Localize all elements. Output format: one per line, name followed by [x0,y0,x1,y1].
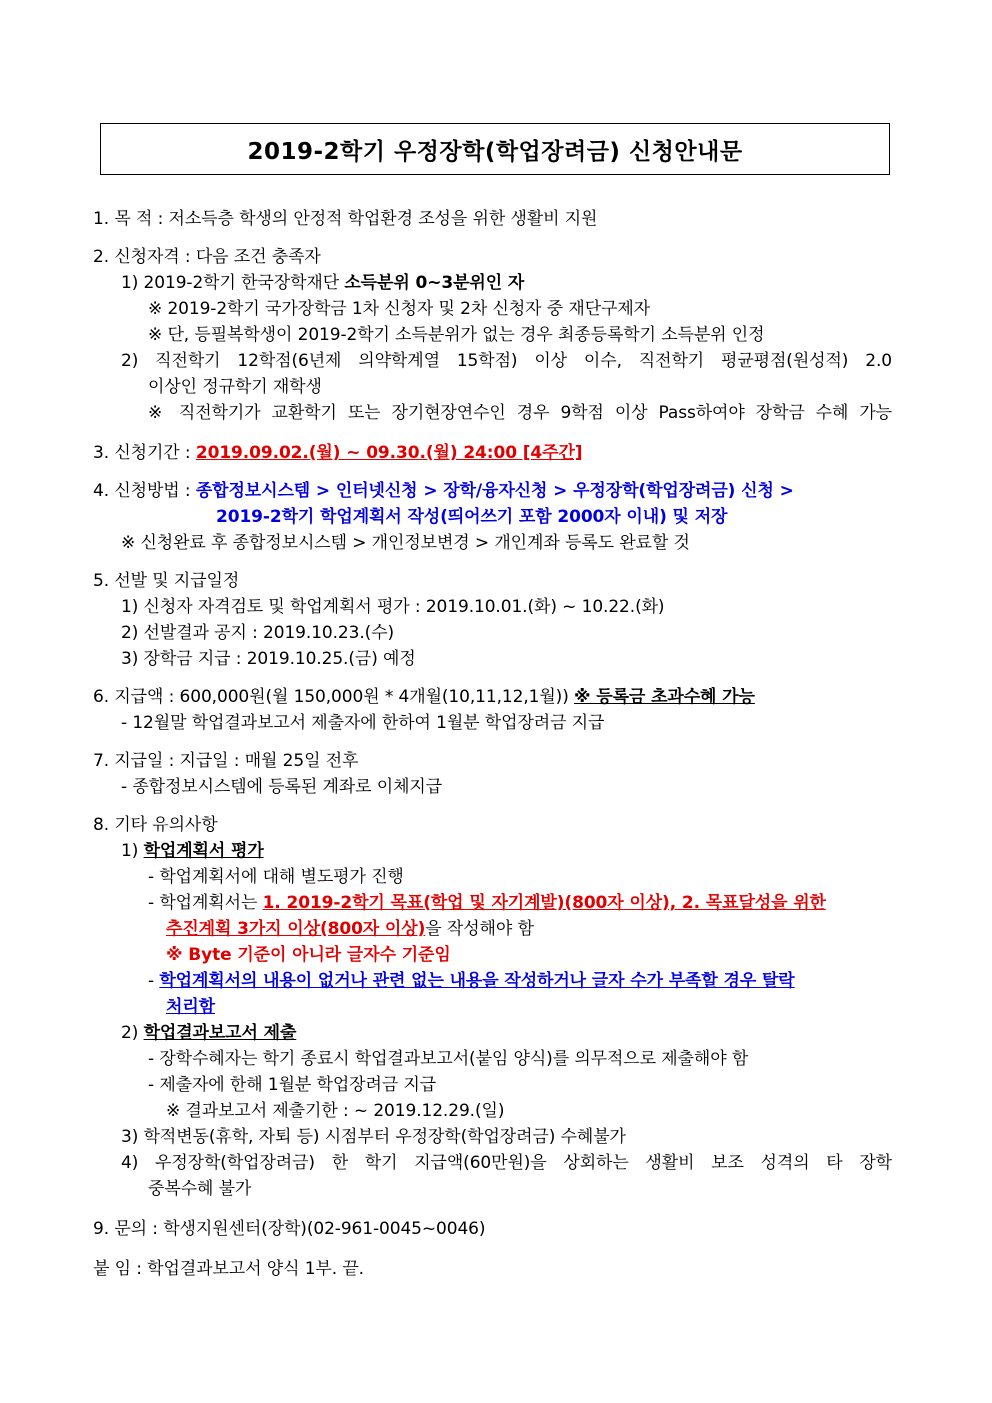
payday-line: 7. 지급일 : 지급일 : 매월 25일 전후 [93,751,359,771]
amount-emphasis: ※ 등록금 초과수혜 가능 [574,687,755,707]
schedule-item-2: 2) 선발결과 공지 : 2019.10.23.(수) [121,623,395,643]
eligibility-item-1-emphasis: 소득분위 0~3분위인 자 [344,273,525,293]
notes-heading: 8. 기타 유의사항 [93,815,218,835]
eligibility-note-1: ※ 2019-2학기 국가장학금 1차 신청자 및 2차 신청자 중 재단구제자 [148,299,651,319]
notes-item-1-title: 학업계획서 평가 [143,841,264,861]
schedule-heading: 5. 선발 및 지급일정 [93,571,240,591]
eligibility-item-2-line1-wrap [121,348,892,374]
period-line [93,440,582,466]
notes-item-1-detail-4 [148,968,795,994]
method-line-1 [93,478,892,504]
notes-item-1-detail-2 [148,890,826,916]
notes-item-4-line1-wrap [121,1150,892,1176]
amount-text: 6. 지급액 : 600,000원(월 150,000원 * 4개월(10,11,12,1월)) [93,687,575,707]
eligibility-item-1-text: 1) 2019-2학기 한국장학재단 [121,273,345,293]
notes-item-1-detail-2-c: 추진계획 3가지 이상(800자 이상) [166,919,426,939]
notes-item-1-detail-2-b: 1. 2019-2학기 목표(학업 및 자기계발)(800자 이상), 2. 목표달성을 위한 [262,893,826,913]
eligibility-note-3: ※ 직전학기가 교환학기 또는 장기현장연수인 경우 9학점 이상 Pass하여야 장학금 수혜 가능 [148,403,892,423]
eligibility-item-2-line2: 이상인 정규학기 재학생 [148,377,322,397]
eligibility-heading: 2. 신청자격 : 다음 조건 충족자 [93,247,321,267]
eligibility-note-3-wrap [148,400,892,426]
amount-line [93,684,755,710]
notes-item-2 [121,1020,296,1046]
period-heading: 3. 신청기간 : [93,443,196,463]
eligibility-item-1 [121,270,524,296]
notes-item-2-title: 학업결과보고서 제출 [143,1023,297,1043]
notes-item-2-detail-3: ※ 결과보고서 제출기한 : ~ 2019.12.29.(일) [166,1101,505,1121]
attachment-line: 붙 임 : 학업결과보고서 양식 1부. 끝. [93,1259,364,1279]
notes-item-2-detail-2: - 제출자에 한해 1월분 학업장려금 지급 [148,1075,437,1095]
notes-item-4-line1: 4) 우정장학(학업장려금) 한 학기 지급액(60만원)을 상회하는 생활비 보조 성격의 타 장학 [121,1153,892,1173]
method-heading: 4. 신청방법 : [93,481,196,501]
method-path-1: 종합정보시스템 > 인터넷신청 > 장학/융자신청 > 우정장학(학업장려금) 신청 > [195,481,794,501]
contact-line: 9. 문의 : 학생지원센터(장학)(02-961-0045~0046) [93,1219,486,1239]
notes-item-1-detail-4-a: 학업계획서의 내용이 없거나 관련 없는 내용을 작성하거나 글자 수가 부족할 경우 탈락 [159,971,795,991]
notes-item-1-detail-1: - 학업계획서에 대해 별도평가 진행 [148,867,404,887]
schedule-item-1: 1) 신청자 자격검토 및 학업계획서 평가 : 2019.10.01.(화) ~ 10.22.(화) [121,597,665,617]
method-path-2: 2019-2학기 학업계획서 작성(띄어쓰기 포함 2000자 이내) 및 저장 [216,507,728,527]
payday-sub: - 종합정보시스템에 등록된 계좌로 이체지급 [121,777,443,797]
eligibility-item-2-line1: 2) 직전학기 12학점(6년제 의약학계열 15학점) 이상 이수, 직전학기 평균평점(원성적) 2.0 [121,351,892,371]
notes-item-1-detail-2-a: - 학업계획서는 [148,893,263,913]
notes-item-1-detail-3: ※ Byte 기준이 아니라 글자수 기준임 [166,945,451,965]
schedule-item-3: 3) 장학금 지급 : 2019.10.25.(금) 예정 [121,649,416,669]
notes-item-4-line2: 중복수혜 불가 [148,1179,252,1199]
notes-item-1-detail-4-b: 처리함 [166,997,215,1017]
purpose-line: 1. 목 적 : 저소득층 학생의 안정적 학업환경 조성을 위한 생활비 지원 [93,209,598,229]
notes-item-2-num: 2) [121,1023,144,1043]
period-dates: 2019.09.02.(월) ~ 09.30.(월) 24:00 [4주간] [195,443,583,463]
document-title: 2019-2학기 우정장학(학업장려금) 신청안내문 [100,123,890,175]
notes-item-1-detail-2-cont [166,916,534,942]
amount-sub: - 12월말 학업결과보고서 제출자에 한하여 1월분 학업장려금 지급 [121,713,605,733]
notes-item-1 [121,838,264,864]
notes-item-1-num: 1) [121,841,144,861]
notes-item-2-detail-1: - 장학수혜자는 학기 종료시 학업결과보고서(붙임 양식)를 의무적으로 제출해야 함 [148,1049,749,1069]
notes-item-3: 3) 학적변동(휴학, 자퇴 등) 시점부터 우정장학(학업장려금) 수혜불가 [121,1127,626,1147]
notes-item-1-detail-4-dash: - [148,971,160,991]
eligibility-note-2: ※ 단, 등필복학생이 2019-2학기 소득분위가 없는 경우 최종등록학기 소득분위 인정 [148,325,765,345]
method-note: ※ 신청완료 후 종합정보시스템 > 개인정보변경 > 개인계좌 등록도 완료할 것 [121,533,690,553]
notes-item-1-detail-2-d: 을 작성해야 함 [425,919,534,939]
